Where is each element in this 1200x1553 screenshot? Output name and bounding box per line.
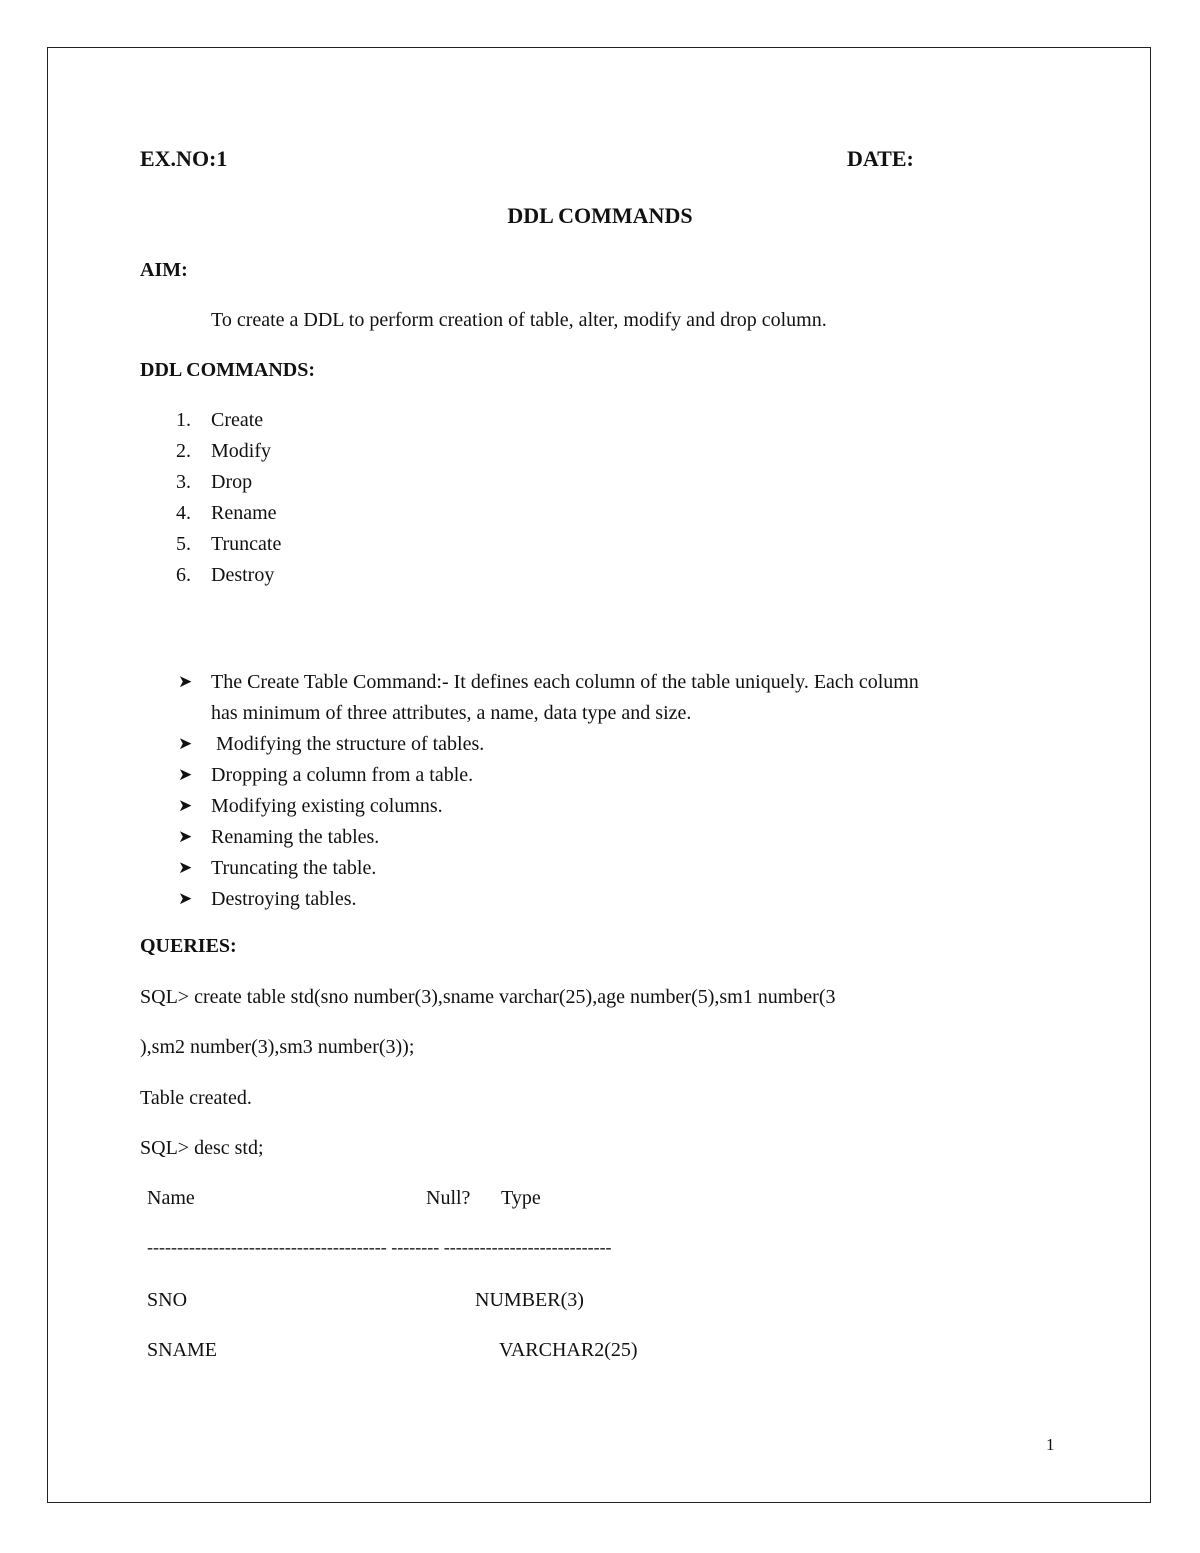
date-label: DATE: [847, 146, 914, 171]
bullet-item [140, 822, 919, 853]
description-bullet-list [140, 667, 919, 915]
bullet-item [140, 729, 919, 760]
desc-column-null-header: Null? [426, 1187, 471, 1209]
list-label: Truncate [211, 533, 282, 555]
list-label: Modify [211, 440, 271, 462]
bullet-text: Renaming the tables. [211, 826, 380, 848]
aim-heading: AIM: [140, 259, 188, 281]
bullet-text-continuation: has minimum of three attributes, a name, data type and size. [211, 702, 692, 724]
bullet-text: Modifying existing columns. [211, 795, 443, 817]
list-number: 1. [176, 409, 191, 431]
bullet-text: Truncating the table. [211, 857, 377, 879]
sql-create-line-1: SQL> create table std(sno number(3),sname varchar(25),age number(5),sm1 number(3 [140, 986, 836, 1008]
list-label: Rename [211, 502, 277, 524]
desc-column-name-header: Name [147, 1187, 195, 1209]
bullet-item [140, 760, 919, 791]
arrow-bullet-icon: ➤ [178, 858, 193, 878]
page-title: DDL COMMANDS [507, 203, 693, 228]
arrow-bullet-icon: ➤ [178, 765, 193, 785]
exercise-number: EX.NO:1 [140, 146, 228, 171]
desc-column-type-header: Type [501, 1187, 541, 1209]
ddl-commands-heading: DDL COMMANDS: [140, 359, 315, 381]
desc-row-name: SNO [147, 1289, 188, 1311]
aim-text: To create a DDL to perform creation of table, alter, modify and drop column. [211, 309, 827, 331]
list-number: 6. [176, 564, 191, 586]
desc-row-name: SNAME [147, 1339, 218, 1361]
arrow-bullet-icon: ➤ [178, 734, 193, 754]
arrow-bullet-icon: ➤ [178, 796, 193, 816]
arrow-bullet-icon: ➤ [178, 672, 193, 692]
bullet-item [140, 667, 919, 729]
desc-divider: ---------------------------------------- -------- ---------------------------- [147, 1237, 612, 1257]
list-label: Destroy [211, 564, 275, 586]
list-label: Drop [211, 471, 253, 493]
sql-desc-command: SQL> desc std; [140, 1137, 264, 1159]
bullet-item [140, 791, 919, 822]
table-created-message: Table created. [140, 1087, 252, 1109]
bullet-item [140, 884, 919, 915]
queries-heading: QUERIES: [140, 935, 237, 957]
arrow-bullet-icon: ➤ [178, 889, 193, 909]
list-number: 5. [176, 533, 191, 555]
bullet-text: Destroying tables. [211, 888, 357, 910]
bullet-text: Modifying the structure of tables. [211, 733, 485, 755]
arrow-bullet-icon: ➤ [178, 827, 193, 847]
list-number: 4. [176, 502, 191, 524]
desc-row-type: VARCHAR2(25) [499, 1339, 638, 1361]
bullet-text: Dropping a column from a table. [211, 764, 474, 786]
bullet-item [140, 853, 919, 884]
desc-row-type: NUMBER(3) [475, 1289, 584, 1311]
sql-create-line-2: ),sm2 number(3),sm3 number(3)); [140, 1036, 415, 1058]
list-number: 3. [176, 471, 191, 493]
page-number: 1 [1046, 1435, 1055, 1454]
bullet-text: The Create Table Command:- It defines each column of the table uniquely. Each column [211, 671, 919, 693]
list-label: Create [211, 409, 264, 431]
list-number: 2. [176, 440, 191, 462]
